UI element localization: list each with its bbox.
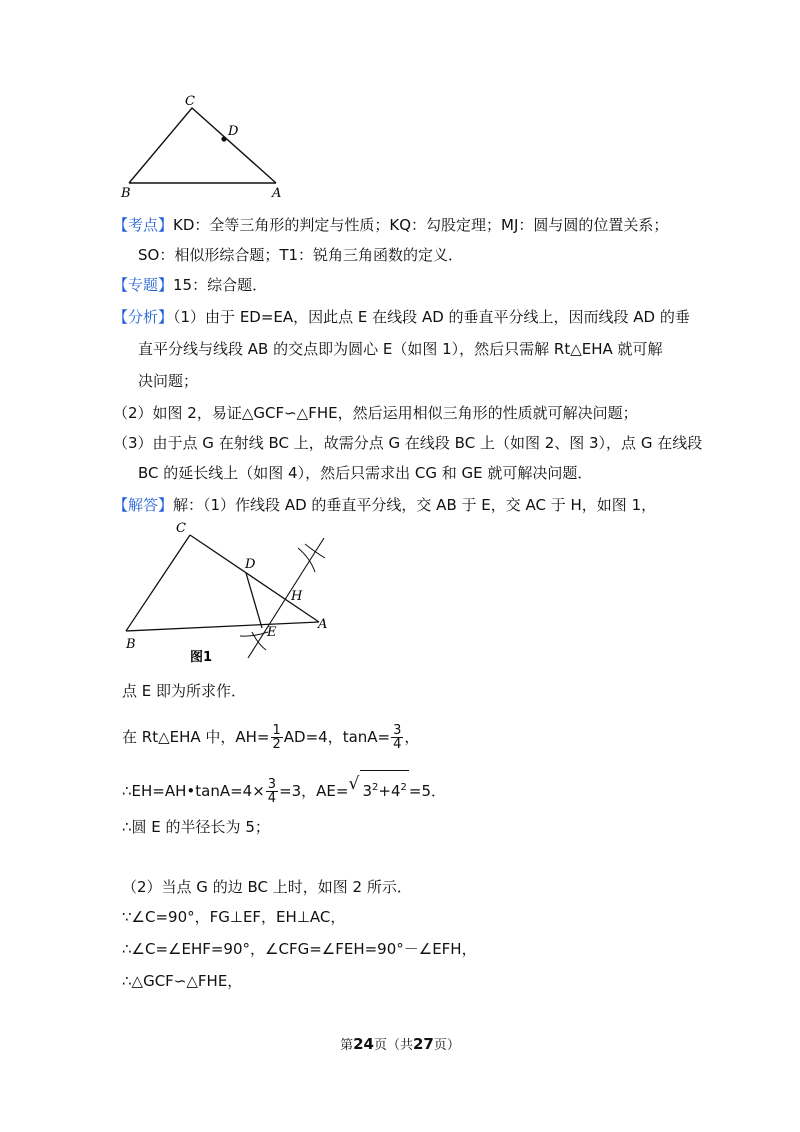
label-c: C bbox=[185, 94, 195, 109]
s3-pre: ∴EH=AH•tanA=4× bbox=[122, 782, 265, 800]
solution-line-3 bbox=[122, 770, 446, 808]
s3-mid: =3，AE= bbox=[279, 782, 349, 800]
s2-post: ， bbox=[404, 728, 420, 746]
zhuanti-line bbox=[113, 274, 267, 296]
fig1-label-b: B bbox=[126, 637, 136, 652]
label-d: D bbox=[228, 124, 239, 139]
solution-line-4: ∴圆 E 的半径长为 5； bbox=[122, 818, 270, 836]
square-root-expression: √ $3^2+4^2$ bbox=[348, 770, 408, 808]
page-total: 27 bbox=[413, 1035, 434, 1053]
fenxi-line-2: 直平分线与线段 AB 的交点即为圆心 E（如图 1），然后只需解 Rt△EHA 就可解 bbox=[138, 340, 663, 358]
fenxi-line-6: BC 的延长线上（如图 4），然后只需求出 CG 和 GE 就可解决问题． bbox=[138, 464, 593, 482]
s2-pre: 在 Rt△EHA 中，AH= bbox=[122, 728, 270, 746]
fraction-three-quarters-2: $\frac{3}{4}$ bbox=[267, 777, 277, 806]
fraction-one-half: $\frac{1}{2}$ bbox=[272, 723, 281, 752]
solution-line-8: ∴△GCF∽△FHE， bbox=[122, 972, 243, 990]
jieda-line-1 bbox=[113, 494, 656, 516]
zhuanti-tag: 【专题】 bbox=[113, 276, 174, 294]
fig1-caption: 图1 bbox=[190, 650, 213, 665]
fenxi-text-1: （1）由于 ED=EA，因此点 E 在线段 AD 的垂直平分线上，因而线段 AD 的垂 bbox=[173, 308, 690, 326]
jieda-tag: 【解答】 bbox=[113, 496, 174, 514]
label-b: B bbox=[121, 186, 131, 201]
fig1-label-d: D bbox=[245, 557, 256, 572]
fenxi-line-1 bbox=[113, 306, 690, 328]
page-footer: 第24页（共27页） bbox=[340, 1035, 460, 1053]
zhuanti-text: 15：综合题． bbox=[173, 276, 268, 294]
fraction-three-quarters: $\frac{3}{4}$ bbox=[393, 723, 402, 752]
kaodian-tag: 【考点】 bbox=[113, 216, 174, 234]
point-d-dot bbox=[221, 136, 226, 141]
fenxi-line-5: （3）由于点 G 在射线 BC 上，故需分点 G 在线段 BC 上（如图 2、图 3），点 G 在线段 bbox=[113, 434, 703, 452]
fig1-label-a: A bbox=[318, 617, 328, 632]
solution-line-2 bbox=[122, 720, 419, 754]
top-triangle-figure bbox=[110, 90, 310, 205]
fenxi-line-4: （2）如图 2，易证△GCF∽△FHE，然后运用相似三角形的性质就可解决问题； bbox=[113, 404, 638, 422]
fenxi-tag: 【分析】 bbox=[113, 308, 174, 326]
page-number: 24 bbox=[353, 1035, 374, 1053]
fenxi-line-3: 决问题； bbox=[138, 372, 199, 390]
solution-line-5: （2）当点 G 的边 BC 上时，如图 2 所示． bbox=[122, 878, 412, 896]
jieda-text-1: 解：（1）作线段 AD 的垂直平分线，交 AB 于 E，交 AC 于 H，如图 1， bbox=[173, 496, 657, 514]
solution-line-1: 点 E 即为所求作． bbox=[122, 682, 247, 700]
kaodian-text-1: KD：全等三角形的判定与性质；KQ：勾股定理；MJ：圆与圆的位置关系； bbox=[173, 216, 669, 234]
kaodian-line-1 bbox=[113, 214, 668, 236]
label-a: A bbox=[272, 186, 282, 201]
fig1-label-e: E bbox=[267, 625, 277, 640]
figure-1 bbox=[110, 520, 350, 670]
solution-line-6: ∵∠C=90°，FG⊥EF，EH⊥AC， bbox=[122, 908, 346, 926]
solution-line-7: ∴∠C=∠EHF=90°，∠CFG=∠FEH=90°－∠EFH， bbox=[122, 940, 477, 958]
s3-post: =5． bbox=[408, 782, 447, 800]
kaodian-line-2: SO：相似形综合题；T1：锐角三角函数的定义． bbox=[138, 246, 464, 264]
fig1-label-h: H bbox=[291, 589, 303, 604]
s2-mid: AD=4，tanA= bbox=[283, 728, 391, 746]
fig1-label-c: C bbox=[176, 521, 186, 536]
